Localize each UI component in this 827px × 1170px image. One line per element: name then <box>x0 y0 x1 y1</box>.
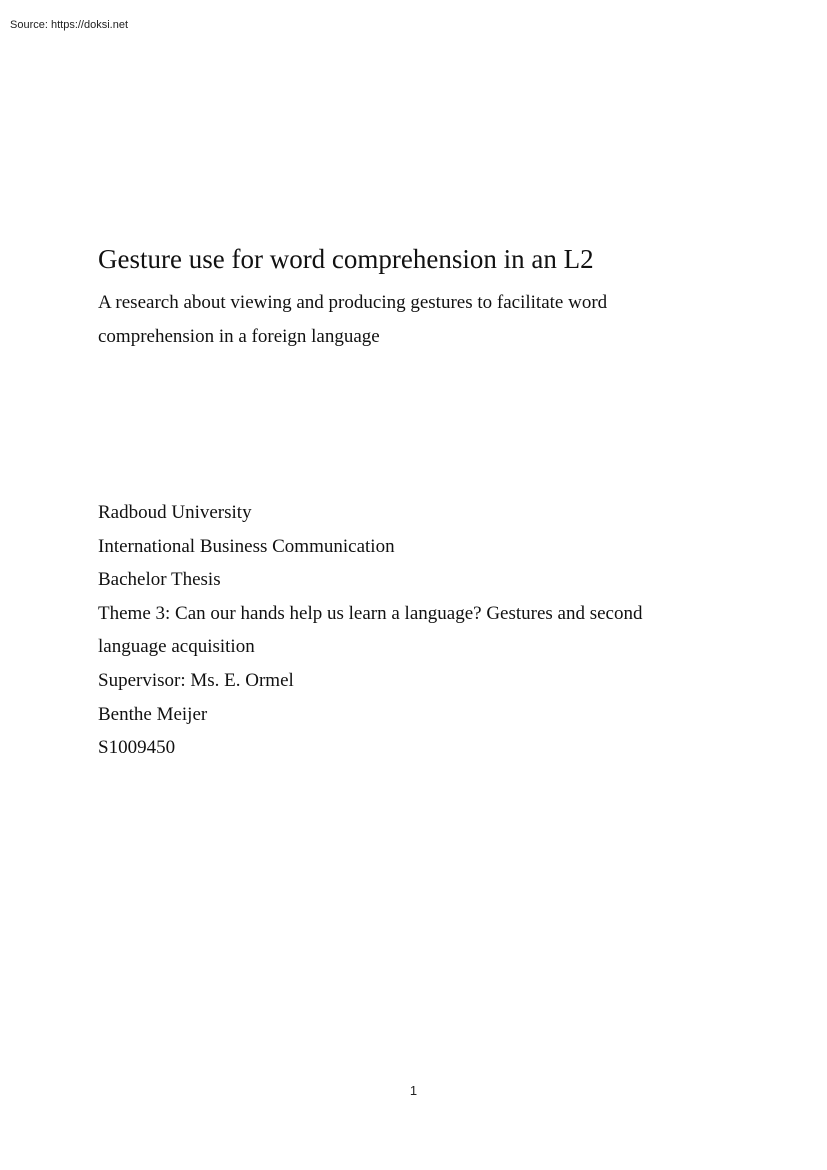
thesis-type: Bachelor Thesis <box>98 569 221 591</box>
thesis-details <box>98 496 698 765</box>
thesis-theme: Theme 3: Can our hands help us learn a language? Gestures and second language acquisition <box>98 602 643 658</box>
university-name: Radboud University <box>98 502 252 523</box>
document-subtitle: A research about viewing and producing gestures to facilitate word comprehension in a foreign language <box>98 292 608 347</box>
page-number: 1 <box>409 1083 418 1098</box>
study-program: International Business Communication <box>98 535 395 557</box>
document-title: Gesture use for word comprehension in an L2 <box>98 244 594 274</box>
source-url: Source: https://doksi.net <box>10 19 129 31</box>
author-name: Benthe Meijer <box>98 703 208 725</box>
student-number: S1009450 <box>98 737 176 759</box>
supervisor-name: Supervisor: Ms. E. Ormel <box>98 669 294 691</box>
